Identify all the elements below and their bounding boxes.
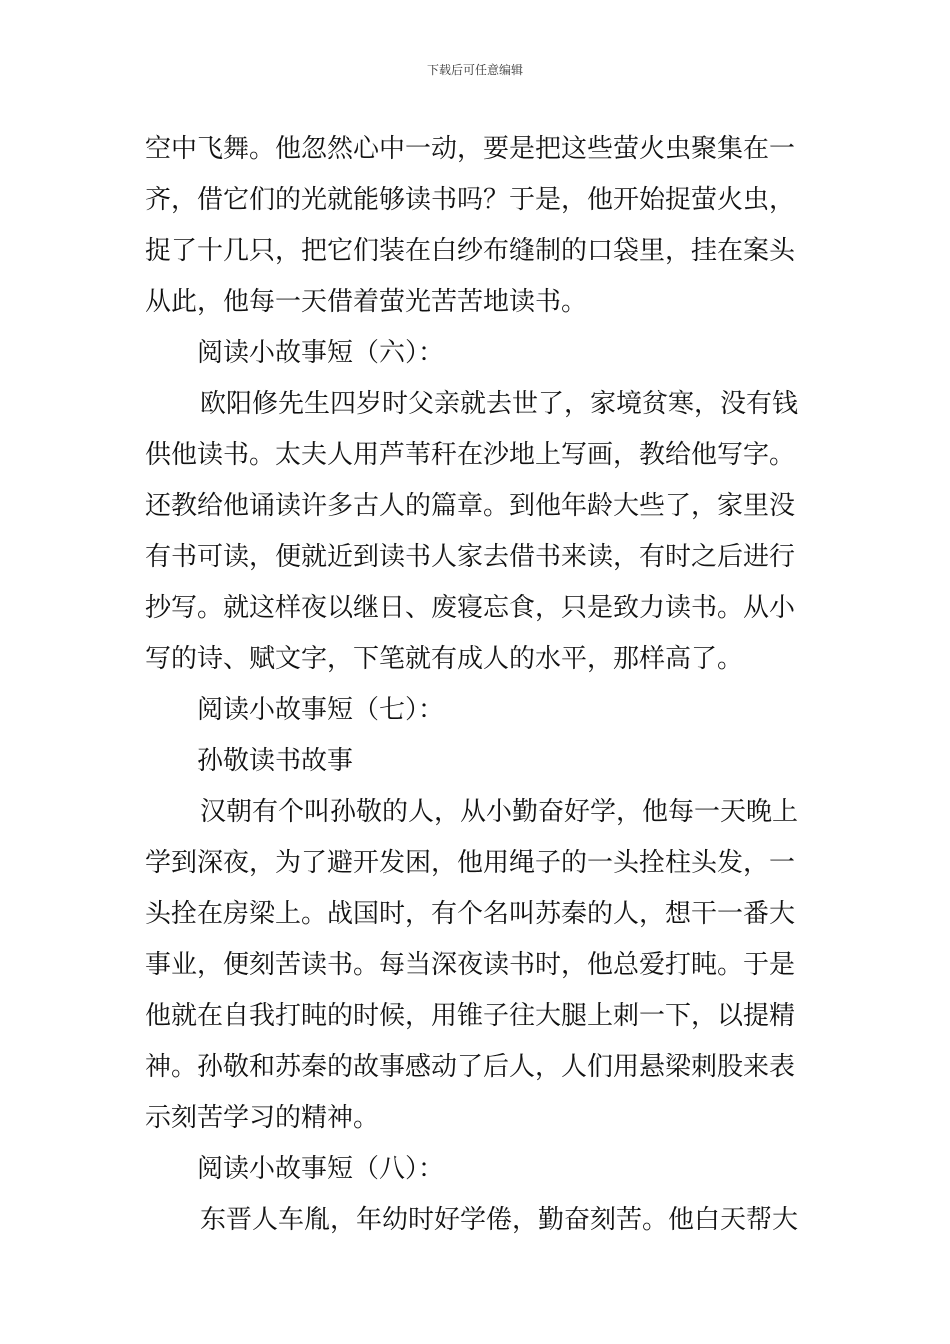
page-header: 下载后可任意编辑: [426, 63, 523, 77]
text-line: 事业，便刻苦读书。每当深夜读书时，他总爱打盹。于是: [145, 950, 796, 980]
text-line: 还教给他诵读许多古人的篇章。到他年龄大些了，家里没: [145, 491, 796, 521]
text-line: 抄写。就这样夜以继日、废寝忘食，只是致力读书。从小: [145, 593, 796, 623]
text-line: 从此，他每一天借着萤光苦苦地读书。: [145, 287, 588, 317]
text-line: 有书可读，便就近到读书人家去借书来读，有时之后进行: [145, 542, 796, 572]
text-line: 头拴在房梁上。战国时，有个名叫苏秦的人，想干一番大: [145, 899, 796, 929]
text-line: 捉了十几只，把它们装在白纱布缝制的口袋里，挂在案头: [145, 236, 796, 266]
document-body: [145, 124, 809, 1246]
section-heading: 阅读小故事短（八）：: [197, 1154, 445, 1184]
text-line: 写的诗、赋文字，下笔就有成人的水平，那样高了。: [145, 644, 744, 674]
text-line: 空中飞舞。他忽然心中一动，要是把这些萤火虫聚集在一: [145, 134, 796, 164]
paragraph-start: 东晋人车胤，年幼时好学倦，勤奋刻苦。他白天帮大: [200, 1205, 799, 1235]
text-line: 齐，借它们的光就能够读书吗？于是，他开始捉萤火虫，: [145, 185, 796, 215]
text-line: 神。孙敬和苏秦的故事感动了后人，人们用悬梁刺股来表: [145, 1052, 796, 1082]
text-line: 示刻苦学习的精神。: [145, 1103, 380, 1133]
paragraph-start: 汉朝有个叫孙敬的人，从小勤奋好学，他每一天晚上: [200, 797, 799, 827]
text-line: 供他读书。太夫人用芦苇秆在沙地上写画，教给他写字。: [145, 440, 796, 470]
section-heading: 阅读小故事短（六）：: [197, 338, 445, 368]
text-line: 他就在自我打盹的时候，用锥子往大腿上刺一下，以提精: [145, 1001, 796, 1031]
story-title: 孙敬读书故事: [197, 746, 354, 776]
section-heading: 阅读小故事短（七）：: [197, 695, 445, 725]
text-line: 学到深夜，为了避开发困，他用绳子的一头拴柱头发，一: [145, 848, 796, 878]
paragraph-start: 欧阳修先生四岁时父亲就去世了，家境贫寒，没有钱: [200, 389, 799, 419]
